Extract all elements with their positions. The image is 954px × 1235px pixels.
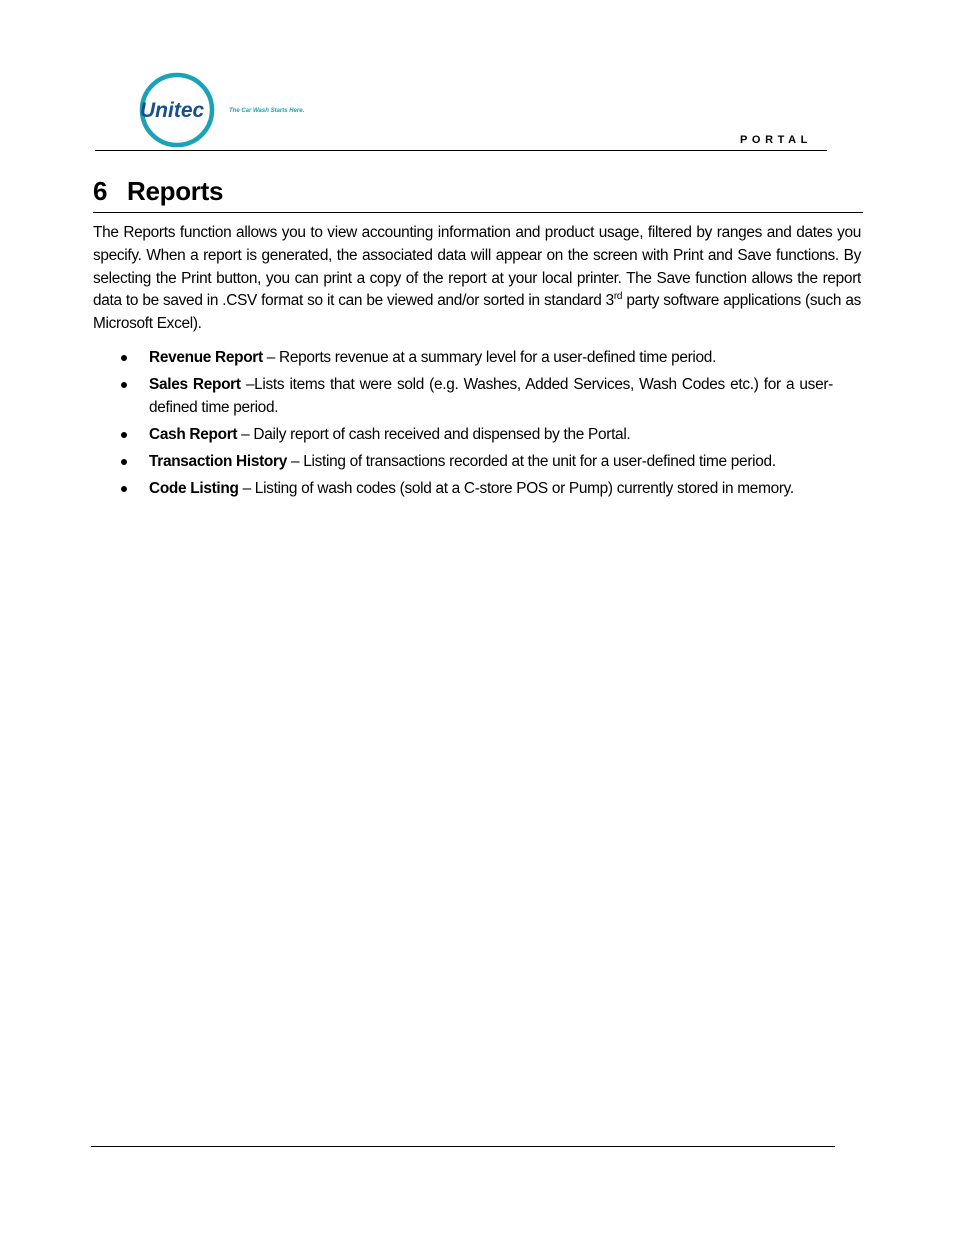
bullet-icon: [121, 355, 127, 361]
list-item-text: – Daily report of cash received and dispensed by the Portal.: [237, 426, 631, 443]
report-type-list: [93, 346, 833, 504]
list-item: [93, 346, 833, 369]
list-item: [93, 477, 833, 500]
intro-text-end: party software applications (such as Microsoft Excel).: [93, 292, 861, 333]
logo-tagline: The Car Wash Starts Here.: [229, 108, 305, 114]
bullet-icon: [121, 432, 127, 438]
list-item-text: – Listing of transactions recorded at the unit for a user-defined time period.: [287, 453, 776, 470]
intro-text: The Reports function allows you to view accounting information and product usage, filtered by ranges and dates you specify. When a report is generated, the associated data will appear on the screen with Print and Save functions. By selecting the Print button, you can print a copy of the report at your local printer. The Save function allows the report data to be saved in .CSV format so it can be viewed and/or sorted in standard 3: [93, 224, 861, 310]
footer-divider: [91, 1146, 835, 1147]
product-label: PORTAL: [739, 134, 812, 146]
heading-divider: [93, 212, 863, 213]
header-divider: [95, 150, 827, 151]
list-item-term: Cash Report: [149, 426, 238, 443]
section-heading: [93, 174, 223, 208]
list-item-text: – Listing of wash codes (sold at a C-store POS or Pump) currently stored in memory.: [238, 480, 794, 497]
unitec-logo: [137, 72, 317, 150]
list-item-term: Revenue Report: [149, 349, 263, 366]
list-item-term: Transaction History: [149, 453, 287, 470]
bullet-icon: [121, 459, 127, 465]
list-item: [93, 373, 833, 419]
list-item-term: Code Listing: [149, 480, 239, 497]
list-item-text: – Reports revenue at a summary level for a user-defined time period.: [262, 349, 717, 366]
bullet-icon: [121, 382, 127, 388]
bullet-icon: [121, 486, 127, 492]
list-item-term: Sales Report: [149, 376, 241, 393]
intro-superscript: rd: [613, 291, 623, 303]
list-item: [93, 423, 833, 446]
logo-brand: Unitec: [140, 99, 205, 122]
list-item: [93, 450, 833, 473]
intro-paragraph: [93, 222, 861, 336]
section-title: Reports: [127, 176, 224, 206]
list-item-text: –Lists items that were sold (e.g. Washes, Added Services, Wash Codes etc.) for a user-defined time period.: [149, 376, 833, 416]
section-number: 6: [93, 176, 108, 206]
